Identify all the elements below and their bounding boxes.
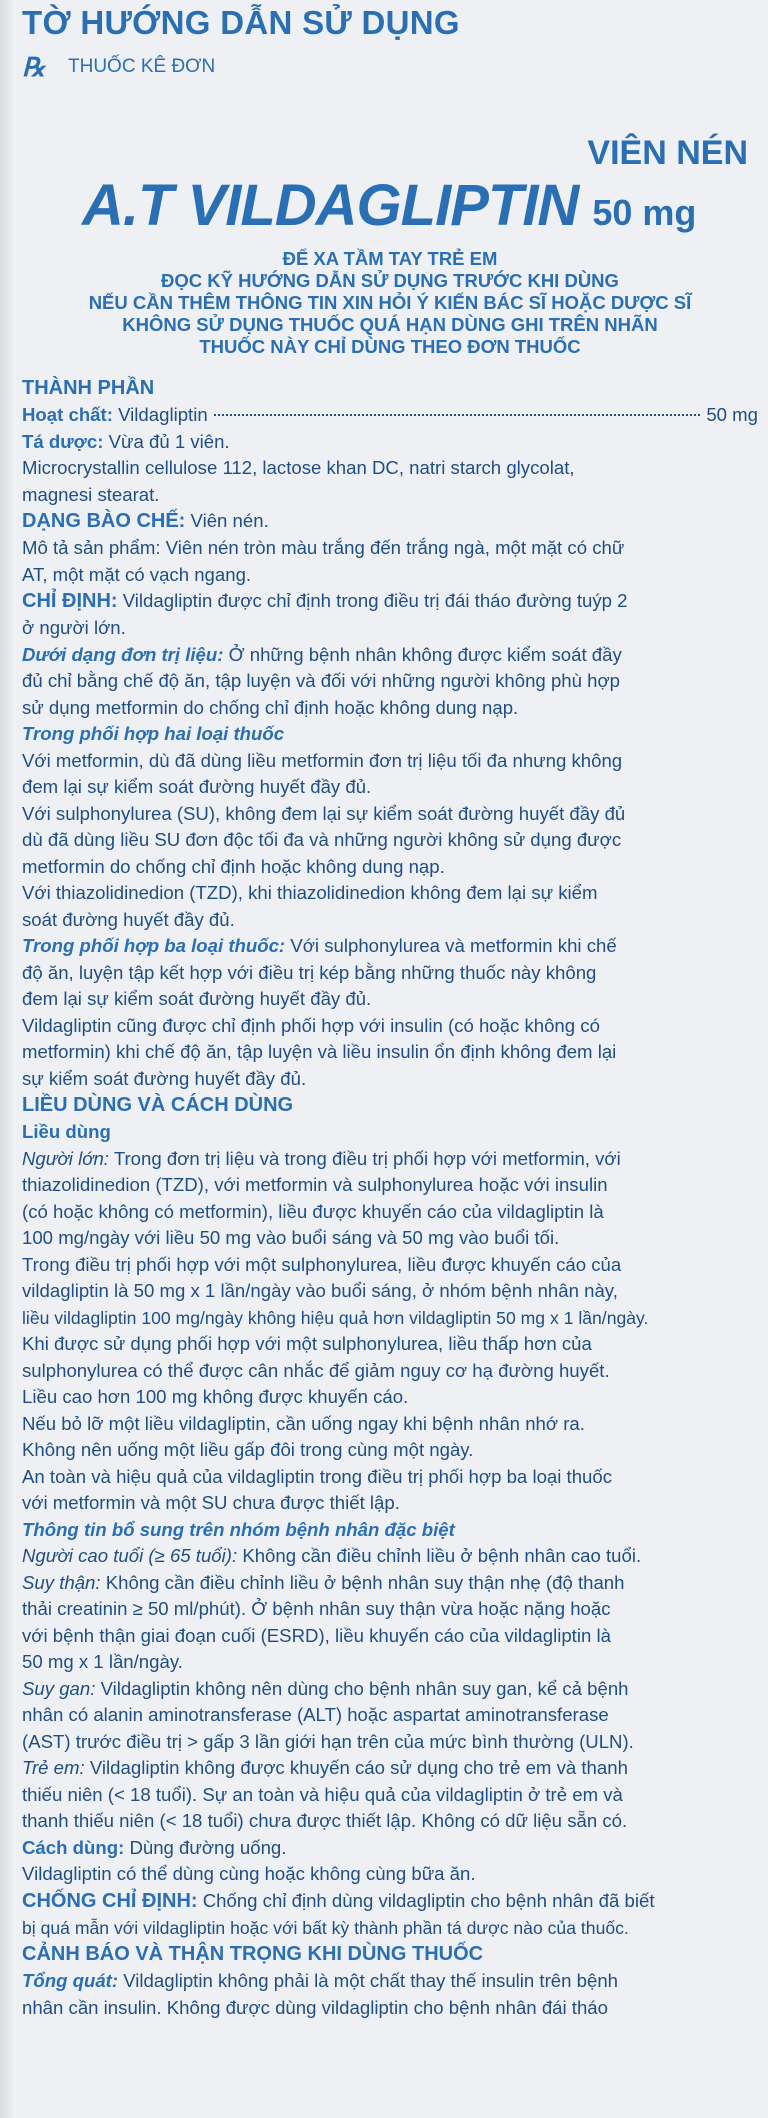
- active-ingredient-row: [22, 402, 758, 429]
- renal-label: Suy thận:: [22, 1571, 101, 1593]
- excipient-label: Tá dược:: [22, 430, 104, 452]
- administration-text: Vildagliptin có thể dùng cùng hoặc không cùng bữa ăn.: [22, 1863, 476, 1884]
- active-ingredient-name: Vildagliptin: [118, 404, 208, 425]
- section-heading-dosage-form: DẠNG BÀO CHẾ:: [22, 510, 186, 532]
- prescription-row: [22, 50, 758, 84]
- sulphonylurea-text: vildagliptin là 50 mg x 1 lần/ngày vào buổi sáng, ở nhóm bệnh nhân này,: [22, 1280, 618, 1301]
- monotherapy-text: Ở những bệnh nhân không được kiểm soát đầy: [228, 643, 622, 665]
- leaflet-body: [22, 375, 758, 2021]
- adult-text: (có hoặc không có metformin), liều được khuyến cáo của vildagliptin là: [22, 1200, 604, 1222]
- warning-line: THUỐC NÀY CHỈ DÙNG THEO ĐƠN THUỐC: [199, 336, 581, 357]
- prescription-label: THUỐC KÊ ĐƠN: [68, 56, 216, 77]
- renal-text: với bệnh thận giai đoạn cuối (ESRD), liều khuyến cáo của vildagliptin là: [22, 1624, 611, 1646]
- renal-text: 50 mg x 1 lần/ngày.: [22, 1651, 183, 1672]
- general-row: [22, 1968, 758, 1995]
- section-heading-contraindication: CHỐNG CHỈ ĐỊNH:: [22, 1889, 198, 1912]
- contraindication-row: [22, 1888, 758, 1915]
- hepatic-text: nhân có alanin aminotransferase (ALT) hoặc aspartat aminotransferase: [22, 1704, 609, 1725]
- dual-therapy-text: Với thiazolidinedion (TZD), khi thiazolidinedion không đem lại sự kiểm: [22, 882, 598, 903]
- administration-text: Dùng đường uống.: [129, 1836, 287, 1858]
- general-label: Tổng quát:: [22, 1970, 119, 1991]
- excipient-text: Vừa đủ 1 viên.: [108, 430, 230, 452]
- contraindication-text: Chống chỉ định dùng vildagliptin cho bệnh nhân đã biết: [202, 1889, 655, 1911]
- triple-therapy-row: [22, 933, 758, 960]
- product-heading: [82, 172, 696, 239]
- excipient-list: Microcrystallin cellulose 112, lactose khan DC, natri starch glycolat,: [22, 457, 575, 478]
- safety-text: An toàn và hiệu quả của vildagliptin trong điều trị phối hợp ba loại thuốc: [22, 1465, 613, 1487]
- warning-line: ĐỌC KỸ HƯỚNG DẪN SỬ DỤNG TRƯỚC KHI DÙNG: [161, 270, 619, 291]
- sulphonylurea-text: Liều cao hơn 100 mg không được khuyến cáo.: [22, 1386, 409, 1407]
- administration-label: Cách dùng:: [22, 1836, 125, 1858]
- sulphonylurea-text: Khi được sử dụng phối hợp với một sulphonylurea, liều thấp hơn của: [22, 1333, 592, 1354]
- indication-text: ở người lớn.: [22, 617, 126, 638]
- administration-row: [22, 1835, 758, 1862]
- monotherapy-label: Dưới dạng đơn trị liệu:: [22, 643, 224, 665]
- insulin-text: Vildagliptin cũng được chỉ định phối hợp với insulin (có hoặc không có: [22, 1014, 600, 1036]
- dotted-leader: [214, 414, 701, 416]
- special-population-heading: Thông tin bổ sung trên nhóm bệnh nhân đặc biệt: [22, 1518, 455, 1540]
- hepatic-text: Vildagliptin không nên dùng cho bệnh nhân suy gan, kể cả bệnh: [100, 1677, 629, 1699]
- warning-line: KHÔNG SỬ DỤNG THUỐC QUÁ HẠN DÙNG GHI TRÊN NHÃN: [122, 314, 658, 335]
- adult-text: Trong đơn trị liệu và trong điều trị phối hợp với metformin, với: [113, 1147, 621, 1169]
- document-title: TỜ HƯỚNG DẪN SỬ DỤNG: [22, 4, 460, 41]
- pediatric-row: [22, 1755, 758, 1782]
- hepatic-label: Suy gan:: [22, 1677, 96, 1699]
- adult-text: 100 mg/ngày với liều 50 mg vào buổi sáng và 50 mg vào buổi tối.: [22, 1227, 560, 1248]
- active-ingredient-dose: 50 mg: [706, 404, 758, 425]
- sulphonylurea-text: sulphonylurea có thể được cân nhắc để giảm nguy cơ hạ đường huyết.: [22, 1359, 610, 1381]
- indication-text: Vildagliptin được chỉ định trong điều trị đái tháo đường tuýp 2: [122, 590, 628, 611]
- safety-text: với metformin và một SU chưa được thiết lập.: [22, 1492, 400, 1513]
- product-name: A.T VILDAGLIPTIN: [82, 173, 579, 238]
- elderly-row: [22, 1543, 758, 1570]
- excipient-row: [22, 429, 758, 456]
- section-heading-indication: CHỈ ĐỊNH:: [22, 590, 118, 612]
- indication-row: [22, 588, 758, 615]
- rx-icon: ℞: [22, 51, 46, 82]
- adult-dose-row: [22, 1146, 758, 1173]
- general-text: nhân cần insulin. Không được dùng vildagliptin cho bệnh nhân đái tháo: [22, 1996, 608, 2018]
- warning-line: NẾU CẦN THÊM THÔNG TIN XIN HỎI Ý KIẾN BÁC SĨ HOẶC DƯỢC SĨ: [88, 292, 692, 313]
- pediatric-text: thanh thiếu niên (< 18 tuổi) chưa được thiết lập. Không có dữ liệu sẵn có.: [22, 1810, 628, 1831]
- general-text: Vildagliptin không phải là một chất thay thế insulin trên bệnh: [123, 1970, 619, 1991]
- sulphonylurea-text: Trong điều trị phối hợp với một sulphonylurea, liều được khuyến cáo của: [22, 1253, 622, 1275]
- dual-therapy-text: dù đã dùng liều SU đơn độc tối đa và những người không sử dụng được: [22, 829, 622, 850]
- pediatric-text: thiếu niên (< 18 tuổi). Sự an toàn và hiệu quả của vildagliptin ở trẻ em và: [22, 1783, 623, 1805]
- renal-text: Không cần điều chỉnh liều ở bệnh nhân suy thận nhẹ (độ thanh: [105, 1571, 625, 1593]
- dual-therapy-text: Với sulphonylurea (SU), không đem lại sự kiểm soát đường huyết đầy đủ: [22, 802, 626, 824]
- renal-text: thải creatinin ≥ 50 ml/phút). Ở bệnh nhân suy thận vừa hoặc nặng hoặc: [22, 1598, 611, 1619]
- elderly-label: Người cao tuổi (≥ 65 tuổi):: [22, 1545, 238, 1566]
- triple-therapy-text: đem lại sự kiểm soát đường huyết đầy đủ.: [22, 988, 372, 1009]
- leaflet-content: [22, 0, 758, 2018]
- section-heading-composition: THÀNH PHẦN: [22, 377, 155, 399]
- monotherapy-text: đủ chỉ bằng chế độ ăn, tập luyện và đối với những người không phù hợp: [22, 670, 621, 691]
- section-heading-warnings: CẢNH BÁO VÀ THẬN TRỌNG KHI DÙNG THUỐC: [22, 1943, 484, 1965]
- renal-row: [22, 1570, 758, 1597]
- triple-therapy-label: Trong phối hợp ba loại thuốc:: [22, 935, 286, 956]
- excipient-list: magnesi stearat.: [22, 483, 160, 505]
- sulphonylurea-text: liều vildagliptin 100 mg/ngày không hiệu quả hơn vildagliptin 50 mg x 1 lần/ngày.: [22, 1307, 649, 1328]
- insulin-text: sự kiểm soát đường huyết đầy đủ.: [22, 1067, 307, 1089]
- dual-therapy-heading: Trong phối hợp hai loại thuốc: [22, 723, 285, 744]
- contraindication-text: bị quá mẫn với vildagliptin hoặc với bất kỳ thành phần tá dược nào của thuốc.: [22, 1917, 629, 1938]
- product-description: AT, một mặt có vạch ngang.: [22, 563, 252, 585]
- dosage-form-row: [22, 508, 758, 535]
- dosage-subheading: Liều dùng: [22, 1121, 111, 1142]
- dual-therapy-text: soát đường huyết đầy đủ.: [22, 908, 235, 930]
- adult-text: thiazolidinedion (TZD), với metformin và sulphonylurea hoặc với insulin: [22, 1174, 608, 1195]
- pediatric-text: Vildagliptin không được khuyến cáo sử dụng cho trẻ em và thanh: [89, 1757, 628, 1778]
- product-strength: 50 mg: [592, 192, 697, 233]
- dual-therapy-text: Với metformin, dù đã dùng liều metformin đơn trị liệu tối đa nhưng không: [22, 749, 623, 771]
- pediatric-label: Trẻ em:: [22, 1757, 85, 1778]
- dual-therapy-text: đem lại sự kiểm soát đường huyết đầy đủ.: [22, 776, 372, 797]
- triple-therapy-text: Với sulphonylurea và metformin khi chế: [290, 935, 617, 956]
- insulin-text: metformin) khi chế độ ăn, tập luyện và liều insulin ổn định không đem lại: [22, 1041, 617, 1062]
- product-description: Mô tả sản phẩm: Viên nén tròn màu trắng đến trắng ngà, một mặt có chữ: [22, 537, 625, 558]
- active-ingredient-label: Hoạt chất:: [22, 404, 113, 425]
- dosage-form-label: VIÊN NÉN: [587, 134, 748, 172]
- monotherapy-text: sử dụng metformin do chống chỉ định hoặc không dung nạp.: [22, 696, 519, 718]
- warning-line: ĐỂ XA TẦM TAY TRẺ EM: [282, 248, 498, 269]
- paper-edge: [0, 0, 14, 2118]
- hepatic-row: [22, 1676, 758, 1703]
- adult-label: Người lớn:: [22, 1147, 109, 1169]
- dual-therapy-text: metformin do chống chỉ định hoặc không dung nạp.: [22, 855, 445, 877]
- hepatic-text: (AST) trước điều trị > gấp 3 lần giới hạn trên của mức bình thường (ULN).: [22, 1730, 634, 1752]
- missed-dose-text: Nếu bỏ lỡ một liều vildagliptin, cần uống ngay khi bệnh nhân nhớ ra.: [22, 1412, 585, 1434]
- missed-dose-text: Không nên uống một liều gấp đôi trong cùng một ngày.: [22, 1439, 474, 1460]
- elderly-text: Không cần điều chỉnh liều ở bệnh nhân cao tuổi.: [242, 1545, 642, 1566]
- dosage-form-text: Viên nén.: [190, 510, 269, 531]
- section-heading-dosage: LIỀU DÙNG VÀ CÁCH DÙNG: [22, 1094, 294, 1116]
- triple-therapy-text: độ ăn, luyện tập kết hợp với điều trị kép bằng những thuốc này không: [22, 961, 597, 983]
- monotherapy-row: [22, 642, 758, 669]
- warning-block: [22, 248, 758, 358]
